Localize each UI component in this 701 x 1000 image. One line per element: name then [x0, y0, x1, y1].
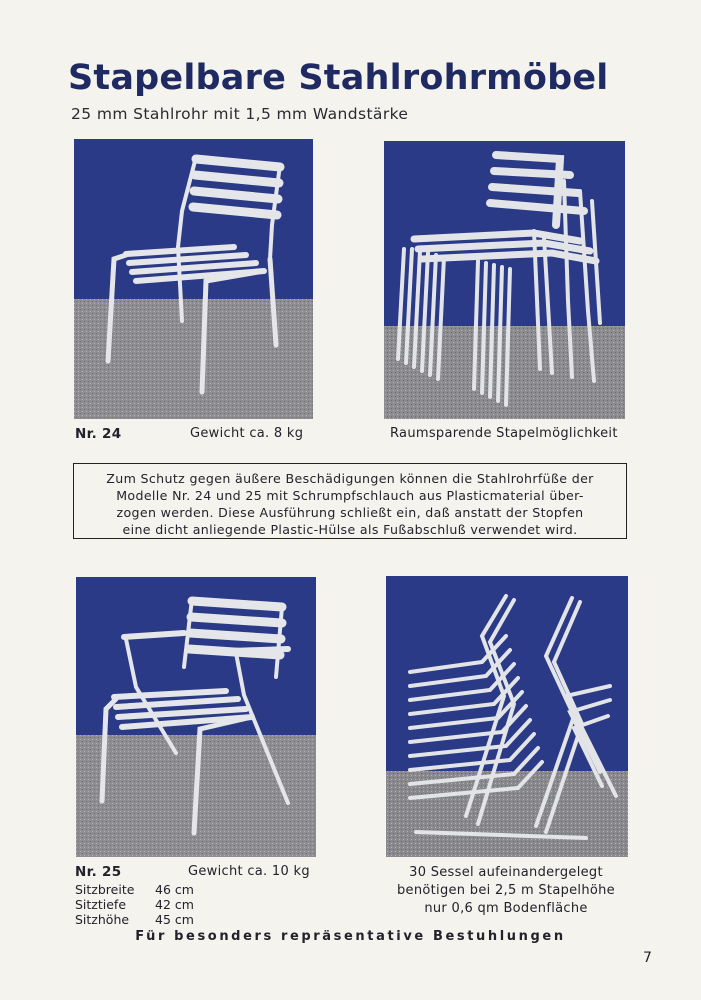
item-nr25-number: Nr. 25 — [75, 864, 122, 880]
chair-nr24-photo — [74, 139, 313, 419]
stacked-chairs-photo — [384, 141, 625, 419]
dimension-label: Sitztiefe — [75, 897, 127, 912]
page-subtitle: 25 mm Stahlrohr mit 1,5 mm Wandstärke — [71, 105, 409, 123]
notice-line: zogen werden. Diese Ausführung schließt ein, daß anstatt der Stopfen — [116, 505, 584, 520]
caption-line: 30 Sessel aufeinandergelegt — [409, 865, 603, 880]
notice-line: Modelle Nr. 24 und 25 mit Schrumpfschlauch aus Plasticmaterial über- — [116, 488, 584, 503]
dimension-value: 42 cm — [155, 897, 194, 912]
dimension-label: Sitzhöhe — [75, 912, 130, 927]
protection-notice-box — [73, 463, 627, 539]
dimension-row — [75, 897, 194, 912]
dimension-row — [75, 912, 194, 927]
stacking-caption: Raumsparende Stapelmöglichkeit — [390, 426, 618, 441]
item-nr24-number: Nr. 24 — [75, 426, 122, 442]
notice-line: Zum Schutz gegen äußere Beschädigungen können die Stahlrohrfüße der — [106, 471, 594, 486]
page-number: 7 — [643, 950, 652, 966]
dimension-label: Sitzbreite — [75, 882, 135, 897]
footer-tagline: Für besonders repräsentative Bestuhlungen — [135, 929, 566, 944]
caption-line: benötigen bei 2,5 m Stapelhöhe — [397, 883, 615, 898]
item-nr24-weight: Gewicht ca. 8 kg — [190, 426, 304, 441]
piled-armchairs-photo — [386, 576, 628, 857]
armchair-nr25-photo — [76, 577, 316, 857]
page-title: Stapelbare Stahlrohrmöbel — [68, 58, 609, 98]
notice-line: eine dicht anliegende Plastic-Hülse als Fußabschluß verwendet wird. — [122, 522, 578, 537]
caption-line: nur 0,6 qm Bodenfläche — [424, 901, 588, 916]
dimensions-table — [75, 882, 194, 927]
dimension-value: 45 cm — [155, 912, 194, 927]
stack-capacity-caption — [382, 864, 630, 918]
dimension-value: 46 cm — [155, 882, 194, 897]
item-nr25-weight: Gewicht ca. 10 kg — [188, 864, 310, 879]
dimension-row — [75, 882, 194, 897]
